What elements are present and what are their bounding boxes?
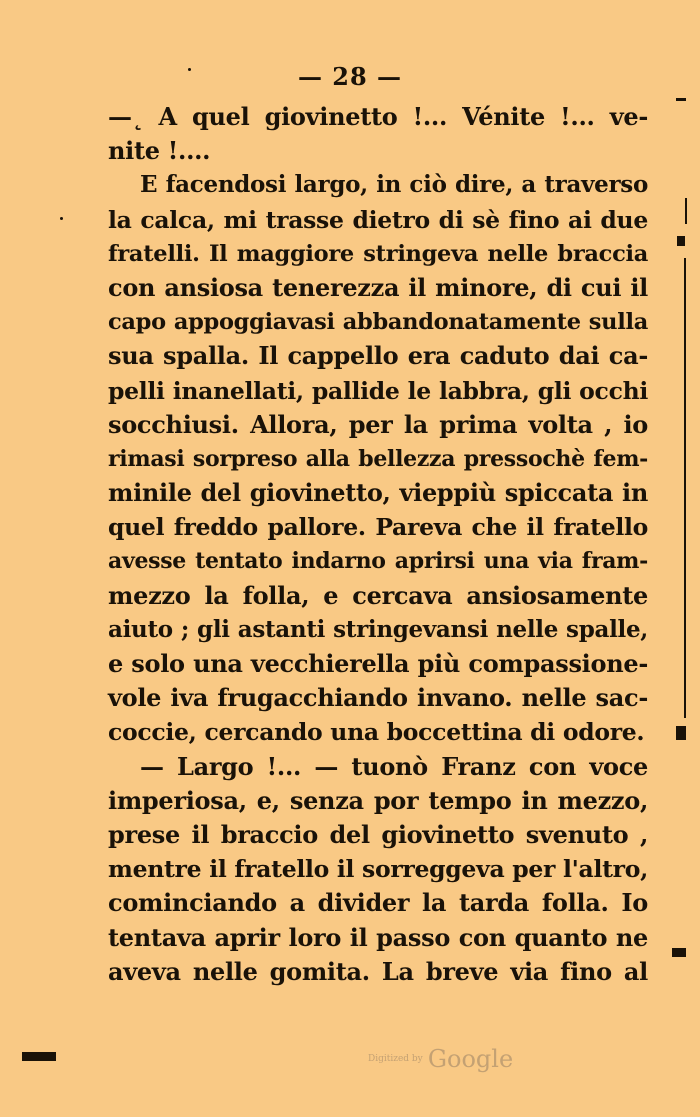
text-line: mezzo la folla, e cercava ansiosamente — [108, 580, 648, 610]
text-line: vole iva frugacchiando invano. nelle sac- — [108, 683, 648, 713]
text-line: — Largo !... — tuonò Franz con voce — [140, 751, 648, 781]
text-line: coccie, cercando una boccettina di odore. — [108, 718, 645, 747]
text-line: e solo una vecchierella più compassione- — [108, 649, 648, 678]
edge-mark — [676, 98, 686, 101]
text-line: nite !.... — [108, 136, 211, 166]
text-line: pelli inanellati, pallide le labbra, gli occhi — [108, 376, 648, 405]
text-line: imperiosa, e, senza por tempo in mezzo, — [108, 785, 648, 815]
edge-mark — [676, 726, 686, 740]
text-line: tentava aprir loro il passo con quanto ne — [108, 922, 648, 952]
text-line: cominciando a divider la tarda folla. Io — [108, 888, 648, 918]
text-line: quel freddo pallore. Pareva che il fratello — [108, 513, 648, 542]
text-line: E facendosi largo, in ciò dire, a traverso — [140, 171, 648, 199]
text-line: capo appoggiavasi abbandonatamente sulla — [108, 309, 648, 336]
edge-mark — [684, 258, 686, 718]
google-logo: Google — [427, 1045, 514, 1073]
edge-mark — [677, 236, 685, 246]
text-line: rimasi sorpreso alla bellezza pressochè fem- — [108, 445, 648, 472]
text-line: aiuto ; gli astanti stringevansi nelle spalle, — [108, 615, 648, 643]
page-number: — 28 — — [297, 62, 403, 91]
text-line: socchiusi. Allora, per la prima volta , io — [108, 409, 648, 439]
text-line: prese il braccio del giovinetto svenuto , — [108, 819, 648, 849]
text-line: fratelli. Il maggiore stringeva nelle braccia — [108, 240, 648, 267]
text-line: minile del giovinetto, vieppiù spiccata in — [108, 478, 648, 508]
text-line: con ansiosa tenerezza il minore, di cui il — [108, 272, 648, 302]
watermark-small-text: Digitized by — [368, 1054, 423, 1064]
speck — [188, 68, 191, 71]
digitized-watermark — [368, 1045, 513, 1073]
text-line: sua spalla. Il cappello era caduto dai ca- — [108, 341, 648, 371]
text-line: la calca, mi trasse dietro di sè fino ai due — [108, 205, 648, 234]
text-line: mentre il fratello il sorreggeva per l'altro, — [108, 855, 648, 884]
text-line: —˛ A quel giovinetto !... Vénite !... ve- — [108, 102, 648, 131]
library-stamp — [22, 1052, 56, 1061]
edge-mark — [672, 948, 686, 957]
body-text — [108, 100, 648, 989]
text-line: aveva nelle gomita. La breve via fino al — [108, 956, 648, 986]
speck — [60, 217, 63, 220]
text-line: avesse tentato indarno aprirsi una via fram- — [108, 548, 648, 575]
edge-mark — [685, 198, 687, 224]
